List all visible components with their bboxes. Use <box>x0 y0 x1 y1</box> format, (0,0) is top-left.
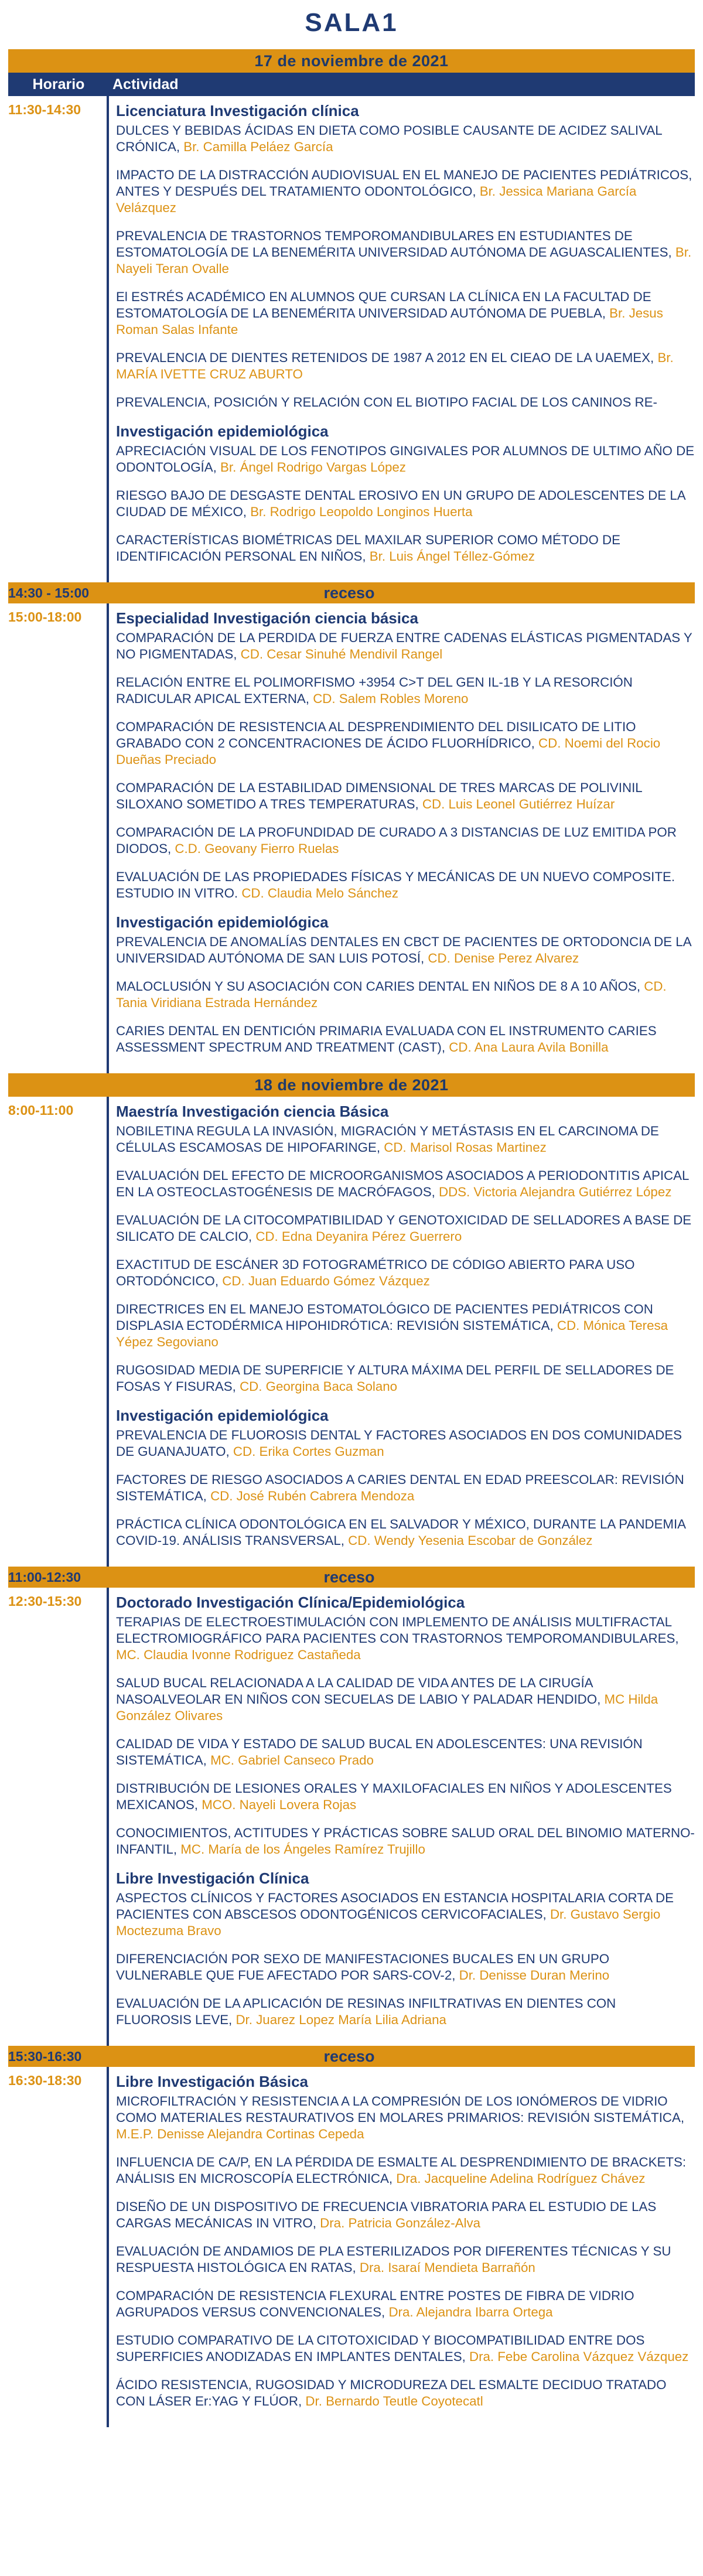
presentation-title: El ESTRÉS ACADÉMICO EN ALUMNOS QUE CURSAN LA CLÍNICA EN LA FACULTAD DE ESTOMATOLOGÍA DE LA BENEMÉRITA UNIVERSIDAD AUTÓNOMA DE PUEBLA, <box>116 289 651 320</box>
presentation-author: CD. Tania Viridiana Estrada Hernández <box>116 979 667 1010</box>
presentation-author: Br. Ángel Rodrigo Vargas López <box>220 460 406 475</box>
presentation-author: CD. Salem Robles Moreno <box>313 691 469 706</box>
presentation-item <box>116 719 695 768</box>
presentation-item <box>116 1890 695 1939</box>
presentation-item <box>116 824 695 857</box>
presentation-item <box>116 2093 695 2142</box>
session-time: 15:00-18:00 <box>8 603 109 1073</box>
presentation-item <box>116 1736 695 1769</box>
presentation-item <box>116 1168 695 1200</box>
presentation-author: Dr. Juarez Lopez María Lilia Adriana <box>236 2012 446 2027</box>
presentation-title: APRECIACIÓN VISUAL DE LOS FENOTIPOS GINGIVALES POR ALUMNOS DE ULTIMO AÑO DE ODONTOLOGÍA, <box>116 443 695 475</box>
recess-time: 14:30 - 15:00 <box>8 585 90 601</box>
recess-row <box>8 582 695 603</box>
presentation-title: COMPARACIÓN DE LA PERDIDA DE FUERZA ENTRE CADENAS ELÁSTICAS PIGMENTADAS Y NO PIGMENTADAS, <box>116 630 692 661</box>
presentation-author: MC Hilda González Olivares <box>116 1692 658 1723</box>
recess-label: receso <box>323 2048 375 2065</box>
presentation-item <box>116 2332 695 2365</box>
presentation-author: MC. Claudia Ivonne Rodriguez Castañeda <box>116 1647 361 1662</box>
date-bar: 17 de noviembre de 2021 <box>8 49 695 73</box>
presentation-item <box>116 1614 695 1663</box>
presentation-author: CD. Denise Perez Alvarez <box>428 951 579 965</box>
presentation-author: Dr. Denisse Duran Merino <box>459 1968 610 1983</box>
recess-row <box>8 2046 695 2067</box>
session-time: 12:30-15:30 <box>8 1588 109 2046</box>
presentation-item <box>116 1675 695 1724</box>
presentation-item <box>116 487 695 520</box>
presentation-author: Br. Nayeli Teran Ovalle <box>116 245 692 276</box>
presentation-item <box>116 2199 695 2232</box>
session-time: 11:30-14:30 <box>8 96 109 582</box>
recess-label: receso <box>323 584 375 602</box>
presentation-item <box>116 532 695 565</box>
presentation-title: RELACIÓN ENTRE EL POLIMORFISMO +3954 C>T DEL GEN IL-1B Y LA RESORCIÓN RADICULAR APICAL EXTERNA, <box>116 675 633 706</box>
presentation-author: CD. Wendy Yesenia Escobar de González <box>348 1533 593 1548</box>
presentation-item <box>116 978 695 1011</box>
presentation-title: CARACTERÍSTICAS BIOMÉTRICAS DEL MAXILAR SUPERIOR COMO MÉTODO DE IDENTIFICACIÓN PERSONAL EN NIÑOS, <box>116 533 621 564</box>
presentation-item <box>116 2154 695 2187</box>
date-bar: 18 de noviembre de 2021 <box>8 1073 695 1097</box>
presentation-item <box>116 1516 695 1549</box>
group-title: Investigación epidemiológica <box>116 1407 329 1424</box>
presentation-author: CD. Ana Laura Avila Bonilla <box>449 1040 609 1055</box>
presentation-author: Dra. Isaraí Mendieta Barrañón <box>359 2260 535 2275</box>
presentation-title: DIRECTRICES EN EL MANEJO ESTOMATOLÓGICO DE PACIENTES PEDIÁTRICOS CON DISPLASIA ECTODÉRMICA HIPOHIDRÓTICA: REVISIÓN SISTEMÁTICA, <box>116 1302 653 1333</box>
presentation-item <box>116 869 695 902</box>
presentation-author: C.D. Geovany Fierro Ruelas <box>175 841 339 856</box>
presentation-title: EXACTITUD DE ESCÁNER 3D FOTOGRAMÉTRICO DE CÓDIGO ABIERTO PARA USO ORTODÓNCICO, <box>116 1257 635 1288</box>
presentation-title: IMPACTO DE LA DISTRACCIÓN AUDIOVISUAL EN EL MANEJO DE PACIENTES PEDIÁTRICOS, ANTES Y DESPUÉS DEL TRATAMIENTO ODONTOLÓGICO, <box>116 168 692 199</box>
presentation-title: CONOCIMIENTOS, ACTITUDES Y PRÁCTICAS SOBRE SALUD ORAL DEL BINOMIO MATERNO-INFANTIL, <box>116 1826 695 1857</box>
session-row <box>8 1097 695 1567</box>
presentation-title: FACTORES DE RIESGO ASOCIADOS A CARIES DENTAL EN EDAD PREESCOLAR: REVISIÓN SISTEMÁTICA, <box>116 1472 684 1503</box>
presentation-author: MCO. Nayeli Lovera Rojas <box>202 1797 357 1812</box>
session-time: 8:00-11:00 <box>8 1097 109 1567</box>
presentation-author: CD. Luis Leonel Gutiérrez Huízar <box>422 797 615 811</box>
presentation-title: INFLUENCIA DE CA/P, EN LA PÉRDIDA DE ESMALTE AL DESPRENDIMIENTO DE BRACKETS: ANÁLISIS EN MICROSCOPÍA ELECTRÓNICA, <box>116 2155 687 2186</box>
presentation-title: PRÁCTICA CLÍNICA ODONTOLÓGICA EN EL SALVADOR Y MÉXICO, DURANTE LA PANDEMIA COVID-19. ANÁLISIS TRANSVERSAL, <box>116 1517 685 1548</box>
presentation-author: Br. Rodrigo Leopoldo Longinos Huerta <box>250 504 473 519</box>
presentation-author: Dra. Febe Carolina Vázquez Vázquez <box>469 2349 689 2364</box>
presentation-author: CD. José Rubén Cabrera Mendoza <box>210 1489 415 1503</box>
presentation-title: PREVALENCIA, POSICIÓN Y RELACIÓN CON EL BIOTIPO FACIAL DE LOS CANINOS RE- <box>116 395 657 410</box>
presentation-item <box>116 1472 695 1504</box>
presentation-item <box>116 1362 695 1395</box>
recess-time: 15:30-16:30 <box>8 2049 82 2064</box>
presentation-author: Br. Luis Ángel Téllez-Gómez <box>369 549 535 564</box>
presentation-title: CARIES DENTAL EN DENTICIÓN PRIMARIA EVALUADA CON EL INSTRUMENTO CARIES ASSESSMENT SPECTRUM AND TREATMENT (CAST), <box>116 1023 657 1055</box>
presentation-author: Dra. Jacqueline Adelina Rodríguez Chávez <box>396 2171 646 2186</box>
presentation-title: DISTRIBUCIÓN DE LESIONES ORALES Y MAXILOFACIALES EN NIÑOS Y ADOLESCENTES MEXICANOS, <box>116 1781 672 1812</box>
presentation-title: EVALUACIÓN DE ANDAMIOS DE PLA ESTERILIZADOS POR DIFERENTES TÉCNICAS Y SU RESPUESTA HISTOLÓGICA EN RATAS, <box>116 2244 671 2275</box>
presentation-item <box>116 122 695 155</box>
page-title: SALA1 <box>305 8 398 37</box>
time-column-header: Horario <box>32 76 85 93</box>
presentation-title: MICROFILTRACIÓN Y RESISTENCIA A LA COMPRESIÓN DE LOS IONÓMEROS DE VIDRIO COMO MATERIALES RESTAURATIVOS EN MOLARES PRIMARIOS: REVISIÓN SISTEMÁTICA, <box>116 2094 685 2125</box>
presentation-title: SALUD BUCAL RELACIONADA A LA CALIDAD DE VIDA ANTES DE LA CIRUGÍA NASOALVEOLAR EN NIÑOS CON SECUELAS DE LABIO Y PALADAR HENDIDO, <box>116 1676 605 1707</box>
presentation-title: ASPECTOS CLÍNICOS Y FACTORES ASOCIADOS EN ESTANCIA HOSPITALARIA CORTA DE PACIENTES CON ABSCESOS ODONTOGÉNICOS CERVICOFACIALES, <box>116 1891 674 1922</box>
presentation-title: RUGOSIDAD MEDIA DE SUPERFICIE Y ALTURA MÁXIMA DEL PERFIL DE SELLADORES DE FOSAS Y FISURAS, <box>116 1363 674 1394</box>
presentation-title: CALIDAD DE VIDA Y ESTADO DE SALUD BUCAL EN ADOLESCENTES: UNA REVISIÓN SISTEMÁTICA, <box>116 1736 643 1768</box>
presentation-title: EVALUACIÓN DEL EFECTO DE MICROORGANISMOS ASOCIADOS A PERIODONTITIS APICAL EN LA OSTEOCLASTOGÉNESIS DE MACRÓFAGOS, <box>116 1168 689 1199</box>
presentation-item <box>116 443 695 476</box>
group-title: Investigación epidemiológica <box>116 913 329 931</box>
presentation-title: EVALUACIÓN DE LA CITOCOMPATIBILIDAD Y GENOTOXICIDAD DE SELLADORES A BASE DE SILICATO DE CALCIO, <box>116 1213 692 1244</box>
presentation-item <box>116 934 695 967</box>
presentation-item <box>116 1780 695 1813</box>
session-activities <box>109 2067 695 2427</box>
presentation-author: CD. Claudia Melo Sánchez <box>241 886 399 900</box>
session-row <box>8 603 695 1073</box>
session-time: 16:30-18:30 <box>8 2067 109 2427</box>
presentation-item <box>116 1427 695 1460</box>
recess-row <box>8 1567 695 1588</box>
presentation-item <box>116 1023 695 1056</box>
presentation-title: PREVALENCIA DE TRASTORNOS TEMPOROMANDIBULARES EN ESTUDIANTES DE ESTOMATOLOGÍA DE LA BENEMÉRITA UNIVERSIDAD AUTÓNOMA DE AGUASCALIENTES, <box>116 228 675 260</box>
presentation-author: CD. Noemi del Rocio Dueñas Preciado <box>116 736 661 767</box>
presentation-author: DDS. Victoria Alejandra Gutiérrez López <box>438 1185 672 1199</box>
presentation-title: COMPARACIÓN DE RESISTENCIA AL DESPRENDIMIENTO DEL DISILICATO DE LITIO GRABADO CON 2 CONCENTRACIONES DE ÁCIDO FLUORHÍDRICO, <box>116 719 636 750</box>
presentation-title: COMPARACIÓN DE LA ESTABILIDAD DIMENSIONAL DE TRES MARCAS DE POLIVINIL SILOXANO SOMETIDO A TRES TEMPERATURAS, <box>116 780 642 811</box>
session-activities <box>109 96 695 582</box>
presentation-item <box>116 1825 695 1858</box>
presentation-title: ESTUDIO COMPARATIVO DE LA CITOTOXICIDAD Y BIOCOMPATIBILIDAD ENTRE DOS SUPERFICIES ANODIZADAS EN IMPLANTES DENTALES, <box>116 2333 645 2364</box>
presentation-item <box>116 1257 695 1289</box>
presentation-author: CD. Georgina Baca Solano <box>240 1379 398 1394</box>
presentation-author: Dr. Bernardo Teutle Coyotecatl <box>305 2394 483 2408</box>
session-row <box>8 1588 695 2046</box>
presentation-author: Br. Jesus Roman Salas Infante <box>116 306 663 337</box>
presentation-author: Dr. Gustavo Sergio Moctezuma Bravo <box>116 1907 661 1938</box>
presentation-item <box>116 1212 695 1245</box>
group-title: Libre Investigación Básica <box>116 2073 309 2090</box>
presentation-title: ÁCIDO RESISTENCIA, RUGOSIDAD Y MICRODUREZA DEL ESMALTE DECIDUO TRATADO CON LÁSER Er:YAG Y FLÚOR, <box>116 2377 667 2408</box>
presentation-item <box>116 350 695 383</box>
presentation-title: EVALUACIÓN DE LAS PROPIEDADES FÍSICAS Y MECÁNICAS DE UN NUEVO COMPOSITE. ESTUDIO IN VITRO. <box>116 869 675 900</box>
group-title: Maestría Investigación ciencia Básica <box>116 1103 389 1120</box>
presentation-item <box>116 228 695 277</box>
presentation-item <box>116 1995 695 2028</box>
presentation-author: Dra. Alejandra Ibarra Ortega <box>388 2305 553 2319</box>
recess-label: receso <box>323 1568 375 1586</box>
presentation-title: DIFERENCIACIÓN POR SEXO DE MANIFESTACIONES BUCALES EN UN GRUPO VULNERABLE QUE FUE AFECTADO POR SARS-COV-2, <box>116 1951 610 1983</box>
presentation-author: CD. Juan Eduardo Gómez Vázquez <box>222 1274 430 1288</box>
session-row <box>8 2067 695 2427</box>
presentation-item <box>116 1123 695 1156</box>
presentation-title: PREVALENCIA DE ANOMALÍAS DENTALES EN CBCT DE PACIENTES DE ORTODONCIA DE LA UNIVERSIDAD AUTÓNOMA DE SAN LUIS POTOSÍ, <box>116 934 691 965</box>
presentation-item <box>116 674 695 707</box>
presentation-author: MC. Gabriel Canseco Prado <box>210 1753 374 1768</box>
presentation-title: DISEÑO DE UN DISPOSITIVO DE FRECUENCIA VIBRATORIA PARA EL ESTUDIO DE LAS CARGAS MECÁNICAS IN VITRO, <box>116 2199 657 2230</box>
recess-time: 11:00-12:30 <box>8 1570 81 1585</box>
schedule-table <box>8 49 695 2427</box>
presentation-author: Br. Camilla Peláez García <box>183 139 333 154</box>
session-row <box>8 96 695 582</box>
group-title: Investigación epidemiológica <box>116 422 329 440</box>
group-title: Licenciatura Investigación clínica <box>116 102 359 120</box>
presentation-author: M.E.P. Denisse Alejandra Cortinas Cepeda <box>116 2127 364 2141</box>
presentation-author: MC. María de los Ángeles Ramírez Trujillo <box>180 1842 425 1857</box>
schedule-body <box>8 96 695 2427</box>
session-activities <box>109 603 695 1073</box>
presentation-item <box>116 2377 695 2410</box>
presentation-item <box>116 394 695 411</box>
activity-column-header: Actividad <box>112 76 179 93</box>
presentation-author: CD. Mónica Teresa Yépez Segoviano <box>116 1318 668 1349</box>
presentation-author: Br. MARÍA IVETTE CRUZ ABURTO <box>116 350 674 381</box>
presentation-title: DULCES Y BEBIDAS ÁCIDAS EN DIETA COMO POSIBLE CAUSANTE DE ACIDEZ SALIVAL CRÓNICA, <box>116 123 662 154</box>
presentation-title: COMPARACIÓN DE RESISTENCIA FLEXURAL ENTRE POSTES DE FIBRA DE VIDRIO AGRUPADOS VERSUS CONVENCIONALES, <box>116 2288 634 2319</box>
presentation-title: EVALUACIÓN DE LA APLICACIÓN DE RESINAS INFILTRATIVAS EN DIENTES CON FLUOROSIS LEVE, <box>116 1996 616 2027</box>
presentation-title: TERAPIAS DE ELECTROESTIMULACIÓN CON IMPLEMENTO DE ANÁLISIS MULTIFRACTAL ELECTROMIOGRÁFICO PARA PACIENTES CON TRASTORNOS TEMPOROMANDIBULARES, <box>116 1615 679 1646</box>
presentation-author: Br. Jessica Mariana García Velázquez <box>116 184 637 215</box>
presentation-author: Dra. Patricia González-Alva <box>320 2216 480 2230</box>
presentation-author: CD. Cesar Sinuhé Mendivil Rangel <box>240 647 443 661</box>
presentation-item <box>116 167 695 216</box>
presentation-author: CD. Erika Cortes Guzman <box>233 1444 384 1459</box>
presentation-item <box>116 630 695 663</box>
group-title: Doctorado Investigación Clínica/Epidemiológica <box>116 1594 465 1611</box>
presentation-title: RIESGO BAJO DE DESGASTE DENTAL EROSIVO EN UN GRUPO DE ADOLESCENTES DE LA CIUDAD DE MÉXICO, <box>116 488 685 519</box>
presentation-item <box>116 1301 695 1350</box>
presentation-title: MALOCLUSIÓN Y SU ASOCIACIÓN CON CARIES DENTAL EN NIÑOS DE 8 A 10 AÑOS, <box>116 979 644 994</box>
presentation-title: PREVALENCIA DE DIENTES RETENIDOS DE 1987 A 2012 EN EL CIEAO DE LA UAEMEX, <box>116 350 658 365</box>
presentation-title: PREVALENCIA DE FLUOROSIS DENTAL Y FACTORES ASOCIADOS EN DOS COMUNIDADES DE GUANAJUATO, <box>116 1428 682 1459</box>
presentation-item <box>116 780 695 813</box>
presentation-title: COMPARACIÓN DE LA PROFUNDIDAD DE CURADO A 3 DISTANCIAS DE LUZ EMITIDA POR DIODOS, <box>116 825 677 856</box>
session-activities <box>109 1097 695 1567</box>
presentation-author: CD. Edna Deyanira Pérez Guerrero <box>255 1229 462 1244</box>
presentation-author: CD. Marisol Rosas Martinez <box>384 1140 547 1155</box>
group-title: Libre Investigación Clínica <box>116 1869 309 1887</box>
presentation-title: NOBILETINA REGULA LA INVASIÓN, MIGRACIÓN Y METÁSTASIS EN EL CARCINOMA DE CÉLULAS ESCAMOSAS DE HIPOFARINGE, <box>116 1124 659 1155</box>
presentation-item <box>116 1951 695 1984</box>
presentation-item <box>116 2243 695 2276</box>
session-activities <box>109 1588 695 2046</box>
table-header <box>8 73 695 96</box>
presentation-item <box>116 289 695 338</box>
group-title: Especialidad Investigación ciencia básica <box>116 609 418 627</box>
presentation-item <box>116 2288 695 2321</box>
